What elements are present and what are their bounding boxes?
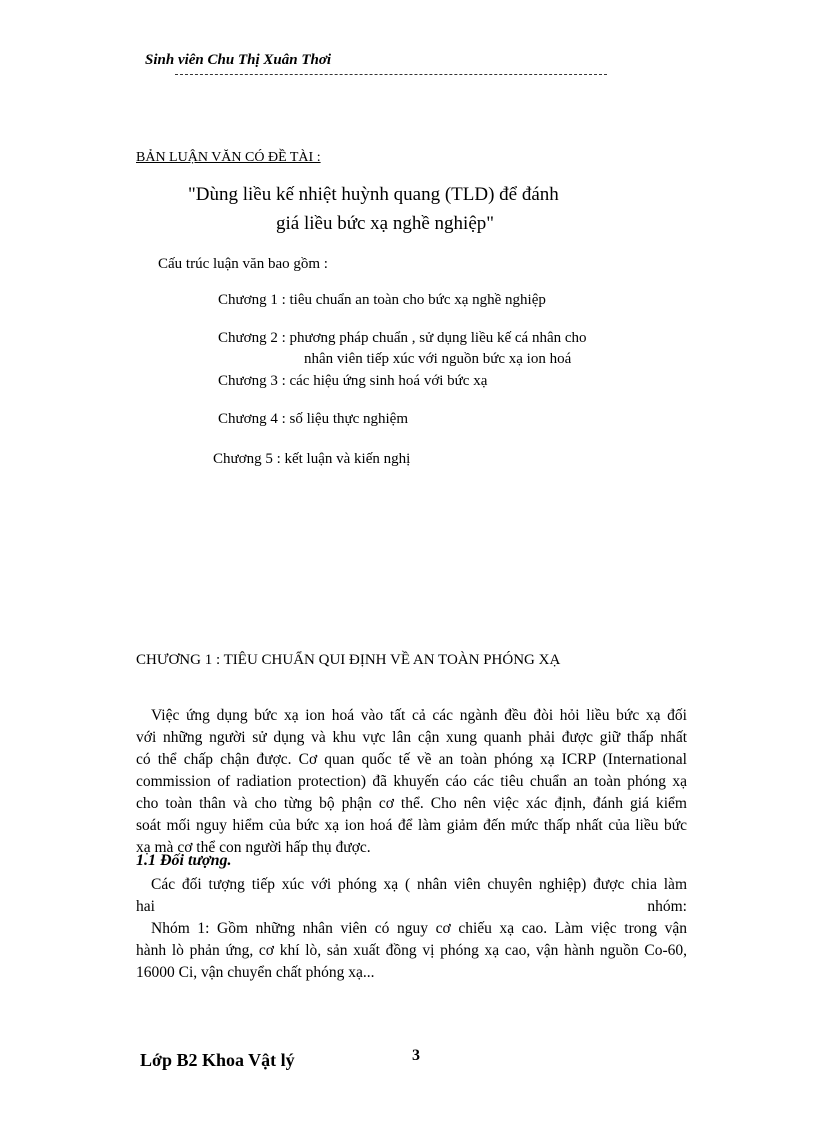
chapter-1-heading: CHƯƠNG 1 : TIÊU CHUẨN QUI ĐỊNH VỀ AN TOÀN PHÓNG XẠ bbox=[136, 652, 561, 668]
section-1-1-paragraph bbox=[136, 874, 687, 984]
thesis-topic-line-1: "Dùng liều kế nhiệt huỳnh quang (TLD) để đánh bbox=[188, 184, 559, 205]
section-1-1-title: 1.1 Đối tượng. bbox=[136, 852, 232, 869]
chapter-item: Chương 5 : kết luận và kiến nghị bbox=[213, 451, 411, 467]
paragraph-line: cho toàn thân và cho từng bộ phận cơ thể. Cho nên việc xác định, đánh giá kiểm bbox=[136, 795, 687, 812]
paragraph-line: có thể chấp chận được. Cơ quan quốc tế về an toàn phóng xạ ICRP (International bbox=[136, 751, 687, 768]
paragraph-line: Việc ứng dụng bức xạ ion hoá vào tất cả các ngành đều đòi hỏi liều bức xạ đối bbox=[151, 707, 687, 724]
thesis-topic-line-2: giá liều bức xạ nghề nghiệp" bbox=[276, 213, 495, 234]
paragraph-line: commission of radiation protection) đã khuyến cáo các tiêu chuẩn an toàn phóng xạ bbox=[136, 773, 687, 790]
chapter-item: Chương 3 : các hiệu ứng sinh hoá với bức xạ bbox=[218, 373, 488, 389]
chapter-item: Chương 1 : tiêu chuẩn an toàn cho bức xạ nghề nghiệp bbox=[218, 292, 546, 308]
page-number: 3 bbox=[412, 1047, 420, 1064]
footer-class-label: Lớp B2 Khoa Vật lý bbox=[140, 1050, 295, 1070]
paragraph-line: Nhóm 1: Gồm những nhân viên có nguy cơ chiếu xạ cao. Làm việc trong vận bbox=[151, 920, 687, 937]
paragraph-line: với những người sử dụng và khu vực lân cận xung quanh phải được giữ thấp nhất bbox=[136, 729, 687, 746]
paragraph-line: Các đối tượng tiếp xúc với phóng xạ ( nhân viên chuyên nghiệp) được chia làm bbox=[151, 876, 687, 893]
paragraph-line: xạ mà cơ thể con người hấp thụ được. bbox=[136, 839, 371, 856]
paragraph-line: hai nhóm: bbox=[136, 898, 687, 915]
paragraph-line: hành lò phản ứng, cơ khí lò, sản xuất đồng vị phóng xạ cao, vận hành nguồn Co-60, bbox=[136, 942, 687, 959]
thesis-label: BẢN LUẬN VĂN CÓ ĐỀ TÀI : bbox=[136, 150, 321, 165]
chapter-item-continuation: nhân viên tiếp xúc với nguồn bức xạ ion hoá bbox=[304, 351, 572, 367]
paragraph-line: soát mối nguy hiểm của bức xạ ion hoá để làm giảm đến mức thấp nhất của liều bức bbox=[136, 817, 687, 834]
chapter-item: Chương 4 : số liệu thực nghiệm bbox=[218, 411, 409, 427]
structure-intro: Cấu trúc luận văn bao gồm : bbox=[158, 256, 328, 272]
paragraph-line: 16000 Ci, vận chuyển chất phóng xạ... bbox=[136, 964, 375, 981]
chapter-item: Chương 2 : phương pháp chuẩn , sử dụng liều kế cá nhân cho bbox=[218, 330, 587, 346]
student-name-header: Sinh viên Chu Thị Xuân Thơi bbox=[145, 52, 332, 68]
header-divider bbox=[175, 74, 607, 75]
chapter-1-intro-paragraph bbox=[136, 705, 687, 859]
